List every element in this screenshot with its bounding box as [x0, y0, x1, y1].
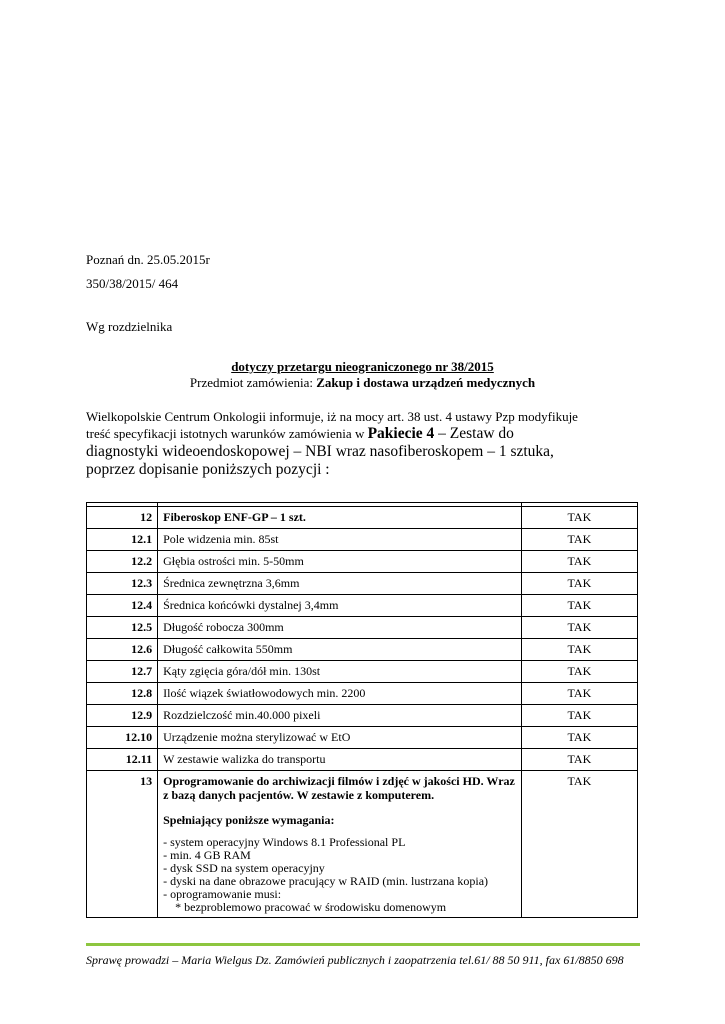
table-row — [87, 639, 638, 661]
row-number: 12.6 — [87, 639, 158, 661]
table-row — [87, 529, 638, 551]
row-number: 13 — [87, 771, 158, 918]
row-number: 12.4 — [87, 595, 158, 617]
row-number: 12.10 — [87, 727, 158, 749]
row-number: 12.8 — [87, 683, 158, 705]
requirement-item: - system operacyjny Windows 8.1 Professional PL — [163, 835, 406, 849]
footer-divider — [86, 943, 640, 946]
row-name: Ilość wiązek światłowodowych min. 2200 — [158, 683, 522, 705]
requirements-heading: Spełniający poniższe wymagania: — [163, 813, 335, 827]
table-row — [87, 749, 638, 771]
row-number: 12.5 — [87, 617, 158, 639]
table-row-software — [87, 771, 638, 918]
intro-part1: Wielkopolskie Centrum Onkologii informuje, iż na mocy art. 38 ust. 4 ustawy Pzp modyfikuje treść specyfikacji istotnych warunków zamówienia w — [86, 409, 578, 441]
table-row — [87, 617, 638, 639]
requirement-item: - dyski na dane obrazowe pracujący w RAID (min. lustrzana kopia) — [163, 874, 489, 888]
row-name: Długość całkowita 550mm — [158, 639, 522, 661]
row-number: 12 — [87, 507, 158, 529]
row-name: Głębia ostrości min. 5-50mm — [158, 551, 522, 573]
table-row — [87, 683, 638, 705]
order-subject-value: Zakup i dostawa urządzeń medycznych — [316, 375, 536, 390]
table-row — [87, 507, 638, 529]
table-row — [87, 727, 638, 749]
tender-title: dotyczy przetargu nieograniczonego nr 38/2015 — [231, 359, 494, 374]
row-number: 12.9 — [87, 705, 158, 727]
row-number: 12.1 — [87, 529, 158, 551]
intro-paragraph — [86, 409, 586, 479]
intro-package: Pakiecie 4 — [367, 425, 435, 442]
requirement-item: - oprogramowanie musi: — [163, 887, 282, 901]
row-value: TAK — [521, 595, 637, 617]
row-name — [158, 771, 522, 918]
row-value: TAK — [521, 727, 637, 749]
table-row — [87, 551, 638, 573]
row-name: Średnica zewnętrzna 3,6mm — [158, 573, 522, 595]
order-subject-label: Przedmiot zamówienia: — [189, 375, 313, 390]
software-title: Oprogramowanie do archiwizacji filmów i zdjęć w jakości HD. Wraz z bazą danych pacjentów. W zestawie z komputerem. — [163, 774, 515, 802]
row-name: Rozdzielczość min.40.000 pixeli — [158, 705, 522, 727]
row-value: TAK — [521, 529, 637, 551]
row-name: Pole widzenia min. 85st — [158, 529, 522, 551]
table-row — [87, 705, 638, 727]
row-value: TAK — [521, 551, 637, 573]
row-value: TAK — [521, 661, 637, 683]
requirements-list — [163, 836, 516, 914]
row-value: TAK — [521, 749, 637, 771]
table-row — [87, 573, 638, 595]
letter-date: Poznań dn. 25.05.2015r — [86, 252, 210, 267]
recipients-line: Wg rozdzielnika — [86, 319, 173, 334]
table-row — [87, 661, 638, 683]
subject-block — [0, 359, 725, 391]
row-name: Kąty zgięcia góra/dół min. 130st — [158, 661, 522, 683]
row-value: TAK — [521, 507, 637, 529]
row-name: Urządzenie można sterylizować w EtO — [158, 727, 522, 749]
row-value: TAK — [521, 705, 637, 727]
requirement-item: - min. 4 GB RAM — [163, 848, 251, 862]
row-name: Długość robocza 300mm — [158, 617, 522, 639]
table-row — [87, 595, 638, 617]
requirement-item: - dysk SSD na system operacyjny — [163, 861, 325, 875]
row-name: Fiberoskop ENF-GP – 1 szt. — [158, 507, 522, 529]
intro-part2: – Zestaw do diagnostyki wideoendoskopowej – NBI wraz nasofiberoskopem – 1 sztuka, poprzez dopisanie poniższych pozycji : — [86, 425, 554, 478]
row-value: TAK — [521, 617, 637, 639]
footer-contact: Sprawę prowadzi – Maria Wielgus Dz. Zamówień publicznych i zaopatrzenia tel.61/ 88 50 911, fax 61/8850 698 — [86, 953, 624, 967]
row-name: W zestawie walizka do transportu — [158, 749, 522, 771]
row-number: 12.3 — [87, 573, 158, 595]
row-number: 12.7 — [87, 661, 158, 683]
reference-number: 350/38/2015/ 464 — [86, 276, 179, 291]
spec-table — [86, 502, 638, 918]
row-number: 12.2 — [87, 551, 158, 573]
row-number: 12.11 — [87, 749, 158, 771]
row-value: TAK — [521, 573, 637, 595]
row-value: TAK — [521, 771, 637, 918]
row-name: Średnica końcówki dystalnej 3,4mm — [158, 595, 522, 617]
requirement-subitem: * bezproblemowo pracować w środowisku domenowym — [175, 900, 447, 914]
row-value: TAK — [521, 683, 637, 705]
row-value: TAK — [521, 639, 637, 661]
